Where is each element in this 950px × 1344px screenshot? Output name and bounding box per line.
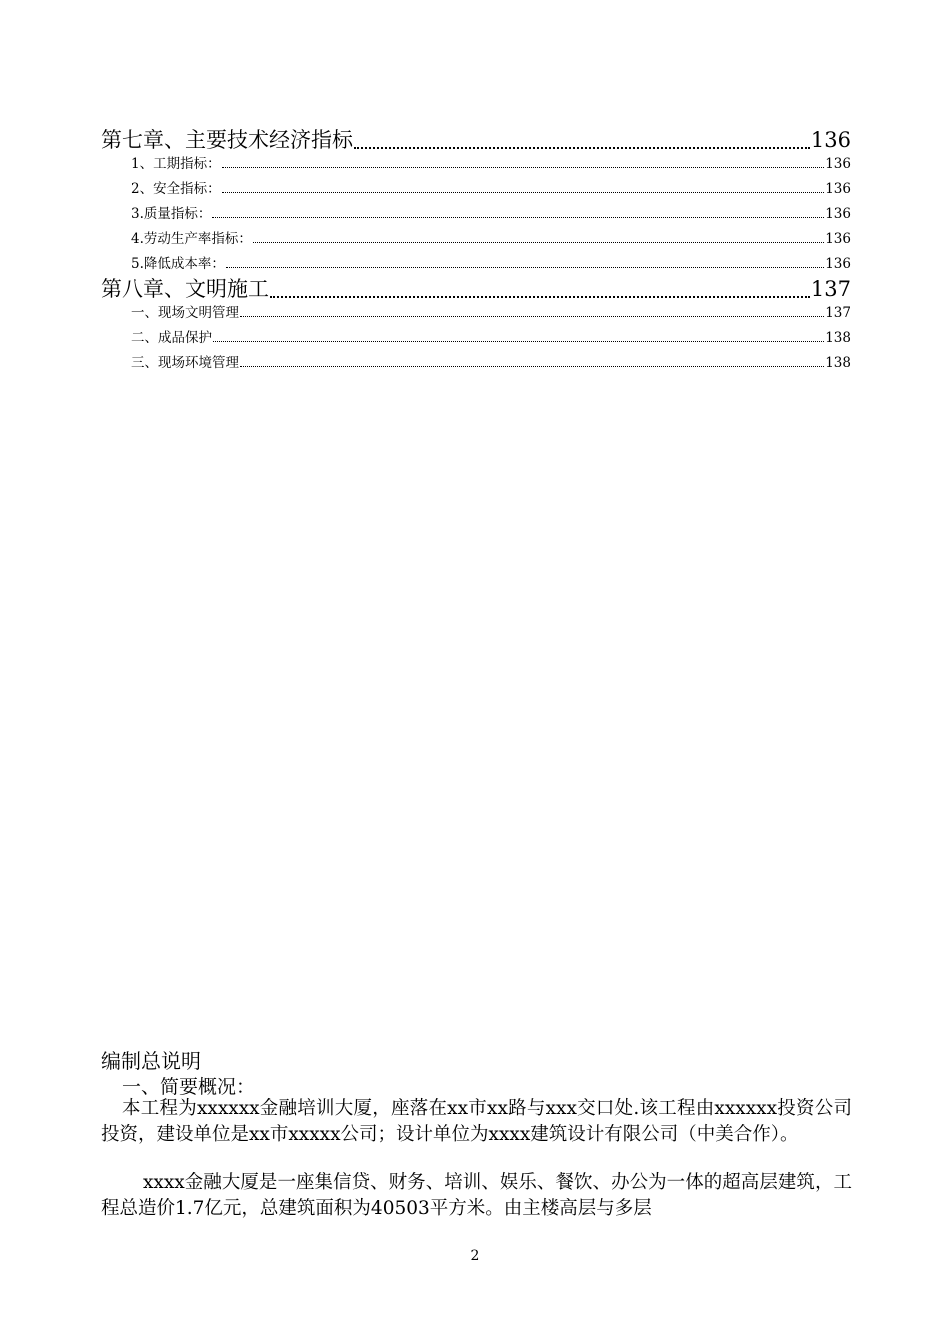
toc-item-page: 136 (825, 156, 851, 172)
toc-leader-dots (240, 366, 824, 367)
toc-leader-dots (222, 167, 825, 168)
toc-leader-dots (212, 217, 824, 218)
toc-item-title: 三、现场环境管理 (131, 355, 239, 371)
toc-item-title: 3.质量指标： (131, 206, 212, 222)
toc-item-page: 136 (825, 206, 851, 222)
toc-item-title: 4.劳动生产率指标： (131, 231, 252, 247)
toc-item[interactable] (131, 301, 851, 321)
toc-leader-dots (226, 267, 824, 268)
section-heading: 编制总说明 (101, 1049, 201, 1073)
toc-chapter-title: 第七章、主要技术经济指标 (101, 128, 353, 152)
toc-item-title: 5.降低成本率： (131, 256, 225, 272)
toc-item-page: 138 (825, 355, 851, 371)
toc-item[interactable] (131, 351, 851, 371)
toc-leader-dots (222, 192, 825, 193)
toc-item-page: 137 (825, 305, 851, 321)
toc-item[interactable] (131, 152, 851, 172)
toc-chapter-page: 136 (810, 128, 851, 152)
toc-chapter-title: 第八章、文明施工 (101, 277, 269, 301)
toc-leader-dots (354, 147, 810, 149)
toc-chapter-7[interactable] (101, 124, 851, 154)
page-number: 2 (470, 1248, 480, 1264)
toc-item[interactable] (131, 326, 851, 346)
toc-item-page: 138 (825, 330, 851, 346)
toc-item[interactable] (131, 177, 851, 197)
toc-leader-dots (253, 242, 824, 243)
toc-leader-dots (270, 296, 810, 298)
toc-item[interactable] (131, 252, 851, 272)
toc-item-title: 1、工期指标： (131, 156, 221, 172)
toc-item-page: 136 (825, 231, 851, 247)
section-subheading: 一、简要概况： (122, 1076, 256, 1098)
toc-item-title: 一、现场文明管理 (131, 305, 239, 321)
toc-leader-dots (240, 316, 824, 317)
toc-chapter-8[interactable] (101, 273, 851, 303)
toc-item-page: 136 (825, 181, 851, 197)
toc-chapter-page: 137 (810, 277, 851, 301)
paragraph: 本工程为xxxxxx金融培训大厦，座落在xx市xx路与xxx交口处.该工程由xxxxxx投资公司投资，建设单位是xx市xxxxx公司；设计单位为xxxx建筑设计有限公司（中美合作）。 (101, 1098, 852, 1145)
paragraph: xxxx金融大厦是一座集信贷、财务、培训、娱乐、餐饮、办公为一体的超高层建筑，工程总造价1.7亿元，总建筑面积为40503平方米。由主楼高层与多层 (101, 1172, 852, 1219)
toc-item[interactable] (131, 227, 851, 247)
toc-leader-dots (213, 341, 824, 342)
toc-item-title: 二、成品保护 (131, 330, 212, 346)
toc-item-page: 136 (825, 256, 851, 272)
toc-item-title: 2、安全指标： (131, 181, 221, 197)
toc-item[interactable] (131, 202, 851, 222)
